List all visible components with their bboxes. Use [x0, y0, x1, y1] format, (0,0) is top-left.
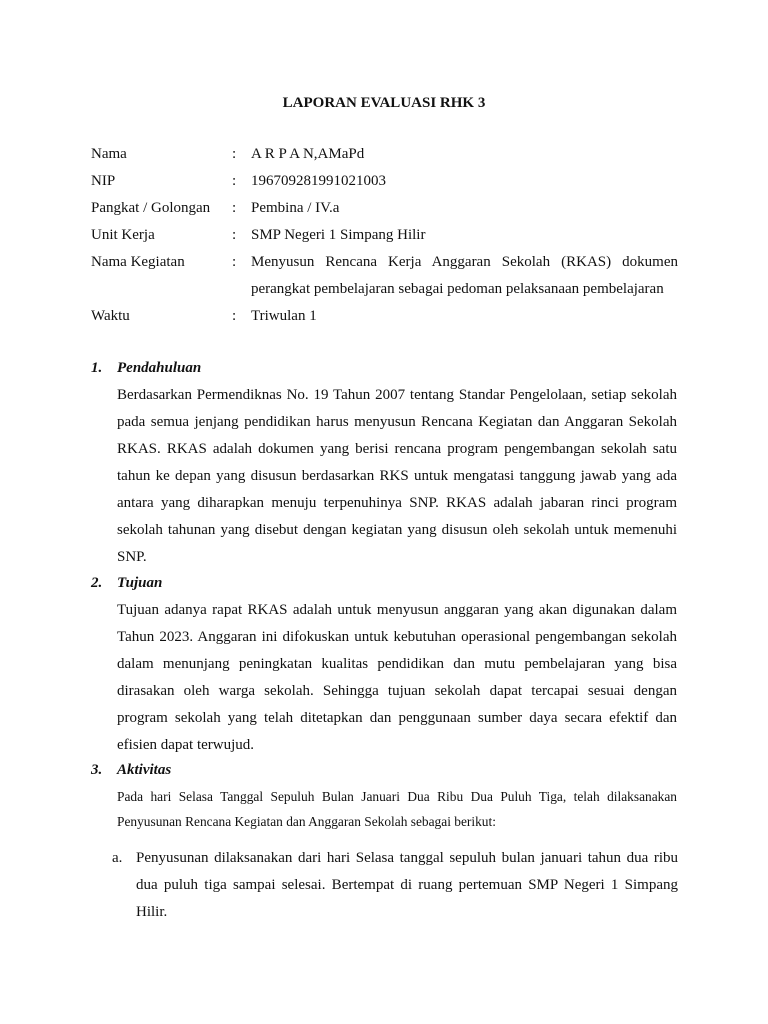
info-colon: : [232, 227, 237, 243]
section-number: 3. [91, 762, 103, 778]
info-colon: : [232, 146, 237, 162]
info-value-nama-kegiatan-line2: perangkat pembelajaran sebagai pedoman pelaksanaan pembelajaran [251, 281, 664, 297]
section-title: Pendahuluan [117, 360, 202, 376]
info-colon: : [232, 173, 237, 189]
document-title: LAPORAN EVALUASI RHK 3 [282, 95, 486, 111]
info-colon: : [232, 200, 237, 216]
info-label-waktu: Waktu [91, 308, 130, 324]
info-value-pangkat: Pembina / IV.a [251, 200, 340, 216]
info-value-waktu: Triwulan 1 [251, 308, 317, 324]
paragraph-tujuan: Tujuan adanya rapat RKAS adalah untuk menyusun anggaran yang akan digunakan dalam Tahun 2023. Anggaran ini difokuskan untuk kebutuhan operasional pengembangan sekolah dalam menunjang peningkatan kualitas pendidikan dan mutu pembelajaran yang bisa dirasakan oleh warga sekolah. Sehingga tujuan sekolah dapat tercapai sesuai dengan program sekolah yang telah ditetapkan dan penggunaan sumber daya secara efektif dan efisien dapat terwujud. [117, 602, 677, 753]
info-label-nama-kegiatan: Nama Kegiatan [91, 254, 185, 270]
paragraph-aktivitas: Pada hari Selasa Tanggal Sepuluh Bulan Januari Dua Ribu Dua Puluh Tiga, telah dilaksanakan Penyusunan Rencana Kegiatan dan Anggaran Sekolah sebagai berikut: [117, 789, 677, 829]
info-label-nip: NIP [91, 173, 116, 189]
info-label-unit-kerja: Unit Kerja [91, 227, 155, 243]
info-value-unit-kerja: SMP Negeri 1 Simpang Hilir [251, 227, 426, 243]
info-colon: : [232, 254, 237, 270]
info-value-nama: A R P A N,AMaPd [251, 146, 365, 162]
section-title: Aktivitas [117, 762, 172, 778]
section-title: Tujuan [117, 575, 163, 591]
info-value-nama-kegiatan-line1: Menyusun Rencana Kerja Anggaran Sekolah (RKAS) dokumen [251, 254, 678, 270]
section-number: 2. [91, 575, 103, 591]
paragraph-pendahuluan: Berdasarkan Permendiknas No. 19 Tahun 2007 tentang Standar Pengelolaan, setiap sekolah pada semua jenjang pendidikan harus menyusun Rencana Kegiatan dan Anggaran Sekolah RKAS. RKAS adalah dokumen yang berisi rencana program pengembangan sekolah satu tahun ke depan yang disusun berdasarkan RKS untuk mengatasi tanggung jawab yang ada antara yang diharapkan menuju terpenuhinya SNP. RKAS adalah jabaran rinci program sekolah tahunan yang disebut dengan kegiatan yang disusun oleh sekolah untuk memenuhi SNP. [117, 387, 677, 565]
info-value-nip: 196709281991021003 [251, 173, 386, 189]
info-label-nama: Nama [91, 146, 127, 162]
section-number: 1. [91, 360, 103, 376]
info-label-pangkat: Pangkat / Golongan [91, 200, 211, 216]
list-marker: a. [112, 850, 123, 866]
info-colon: : [232, 308, 237, 324]
list-item-text: Penyusunan dilaksanakan dari hari Selasa tanggal sepuluh bulan januari tahun dua ribu dua puluh tiga sampai selesai. Bertempat di ruang pertemuan SMP Negeri 1 Simpang Hilir. [136, 850, 678, 920]
